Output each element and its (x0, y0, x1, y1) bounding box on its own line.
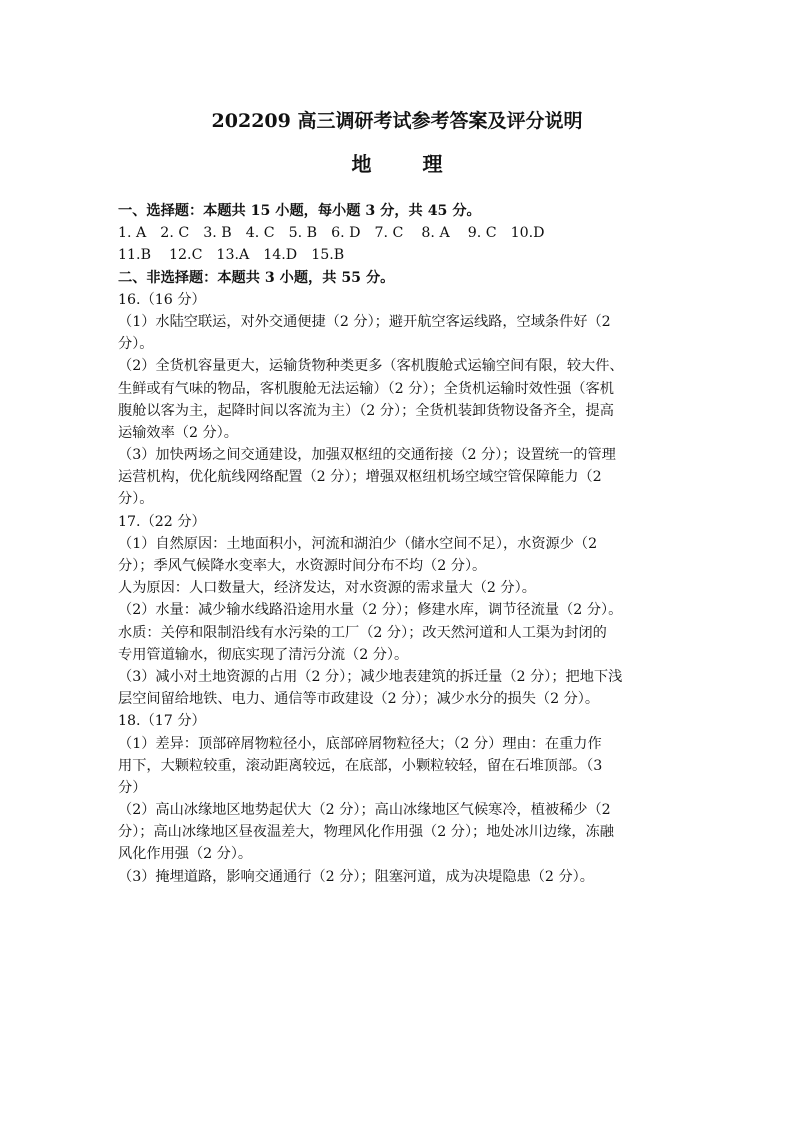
answer-line: 分）。 (118, 336, 154, 353)
document-title: 202209 高三调研考试参考答案及评分说明 (211, 110, 583, 132)
answer-line: （2）全货机容量更大，运输货物种类更多（客机腹舱式运输空间有限，较大件、 (118, 358, 624, 375)
choice-answer: 1. A (118, 225, 147, 242)
answer-line: （3）减小对土地资源的占用（2 分）；减少地表建筑的拆迁量（2 分）；把地下浅 (118, 668, 623, 685)
choice-answer: 9. C (467, 225, 497, 242)
answer-line: （3）加快两场之间交通建设，加强双枢纽的交通衔接（2 分）；设置统一的管理 (118, 447, 616, 464)
choice-answer: 10.D (510, 225, 545, 242)
answer-line: 水质：关停和限制沿线有水污染的工厂（2 分）；改天然河道和人工渠为封闭的 (118, 624, 607, 641)
answer-line: 腹舱以客为主，起降时间以客流为主）（2 分）；全货机装卸货物设备齐全，提高 (118, 402, 614, 419)
choice-answer: 12.C (169, 247, 203, 264)
choice-answer: 14.D (263, 247, 298, 264)
answer-line: 运营机构，优化航线网络配置（2 分）；增强双枢纽机场空域空管保障能力（2 (118, 469, 602, 486)
section2-heading: 二、非选择题：本题共 3 小题，共 55 分。 (118, 269, 395, 286)
choice-answer: 7. C (374, 225, 404, 242)
answer-line: 16.（16 分） (118, 291, 206, 308)
answer-line: （1）差异：顶部碎屑物粒径小，底部碎屑物粒径大；（2 分）理由：在重力作 (118, 735, 602, 752)
answer-line: 人为原因：人口数量大，经济发达，对水资源的需求量大（2 分）。 (118, 580, 536, 597)
choice-answers-row-1 (118, 222, 678, 244)
choice-answer: 15.B (311, 247, 345, 264)
answer-line: （1）水陆空联运，对外交通便捷（2 分）；避开航空客运线路，空域条件好（2 (118, 313, 611, 330)
section1-heading: 一、选择题：本题共 15 小题，每小题 3 分，共 45 分。 (118, 203, 481, 219)
choice-answer: 5. B (288, 225, 318, 242)
answer-line: 专用管道输水，彻底实现了清污分流（2 分）。 (118, 646, 409, 663)
answer-line: 分）；高山冰缘地区昼夜温差大，物理风化作用强（2 分）；地处冰川边缘，冻融 (118, 824, 614, 841)
answer-line: 生鲜或有气味的物品，客机腹舱无法运输）（2 分）；全货机运输时效性强（客机 (118, 380, 614, 397)
answer-line: 分） (118, 779, 147, 796)
choice-answer: 8. A (421, 225, 450, 242)
choice-answer: 4. C (245, 225, 275, 242)
answer-line: 运输效率（2 分）。 (118, 424, 238, 441)
choice-answer: 13.A (216, 247, 250, 264)
subject-title: 地 理 (351, 152, 465, 176)
choice-answers-row-2 (118, 244, 678, 266)
answer-line: 层空间留给地铁、电力、通信等市政建设（2 分）；减少水分的损失（2 分）。 (118, 691, 600, 708)
answer-line: （2）高山冰缘地区地势起伏大（2 分）；高山冰缘地区气候寒冷，植被稀少（2 (118, 802, 611, 819)
choice-answer: 11.B (118, 247, 151, 264)
answer-line: （1）自然原因：土地面积小，河流和湖泊少（储水空间不足），水资源少（2 (118, 535, 598, 552)
answer-line: 分）。 (118, 491, 154, 508)
choice-answer: 6. D (331, 225, 361, 242)
choice-answer: 3. B (203, 225, 232, 242)
answer-line: 用下，大颗粒较重，滚动距离较远，在底部，小颗粒较轻，留在石堆顶部。（3 (118, 757, 603, 774)
answer-line: 17.（22 分） (118, 513, 206, 530)
answer-body (118, 200, 678, 888)
choice-answer: 2. C (160, 225, 190, 242)
answer-line: （3）掩埋道路，影响交通通行（2 分）；阻塞河道，成为决堤隐患（2 分）。 (118, 868, 594, 885)
answer-line: 分）；季风气候降水变率大，水资源时间分布不均（2 分）。 (118, 558, 487, 574)
answer-line: 18.（17 分） (118, 713, 206, 730)
answer-line: （2）水量：减少输水线路沿途用水量（2 分）；修建水库，调节径流量（2 分）。 (118, 602, 623, 619)
answer-line: 风化作用强（2 分）。 (118, 846, 253, 863)
